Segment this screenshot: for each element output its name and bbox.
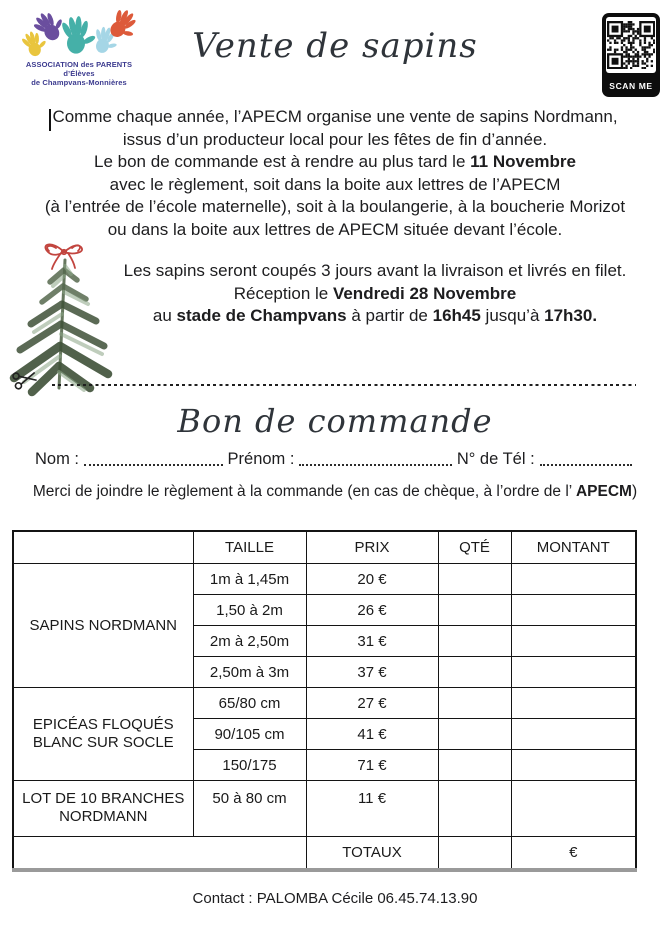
delivery-line: Les sapins seront coupés 3 jours avant la livraison et livrés en filet.: [123, 261, 627, 280]
nom-field[interactable]: [84, 463, 223, 466]
prix-cell: 26 €: [306, 595, 438, 626]
taille-header: TAILLE: [193, 531, 306, 564]
montant-header: MONTANT: [511, 531, 636, 564]
prix-cell: 20 €: [306, 564, 438, 595]
amount-cell[interactable]: [511, 626, 636, 657]
prix-cell: 41 €: [306, 719, 438, 750]
taille-cell: 1,50 à 2m: [193, 595, 306, 626]
order-table: [12, 530, 637, 872]
qr-code-icon: [607, 21, 655, 69]
totals-spacer-cell: [13, 837, 306, 871]
table-row: [13, 781, 636, 837]
amount-cell[interactable]: [511, 564, 636, 595]
totals-qty-cell[interactable]: [438, 837, 511, 871]
delivery-date: Vendredi 28 Novembre: [332, 283, 517, 303]
amount-cell[interactable]: [511, 657, 636, 688]
intro-line: Comme chaque année, l’APECM organise une vente de sapins Nordmann,: [52, 107, 618, 126]
qty-cell[interactable]: [438, 688, 511, 719]
totals-row: [13, 837, 636, 871]
page-title: Vente de sapins: [192, 26, 478, 66]
prenom-label: Prénom :: [227, 450, 295, 468]
qty-cell[interactable]: [438, 719, 511, 750]
tel-label: N° de Tél :: [456, 450, 535, 468]
prenom-field[interactable]: [299, 463, 451, 466]
qte-header: QTÉ: [438, 531, 511, 564]
taille-cell: 65/80 cm: [193, 688, 306, 719]
taille-cell: 150/175: [193, 750, 306, 781]
association-name-line2: de Champvans-Monnières: [31, 78, 127, 87]
qty-cell[interactable]: [438, 657, 511, 688]
amount-cell[interactable]: [511, 750, 636, 781]
identity-fields-row: [35, 450, 637, 470]
qty-cell[interactable]: [438, 564, 511, 595]
product-header-cell: [13, 531, 193, 564]
deadline-date: 11 Novembre: [470, 152, 576, 172]
delivery-paragraph: [95, 260, 655, 328]
qty-cell[interactable]: [438, 595, 511, 626]
order-form-title: Bon de commande: [177, 402, 493, 440]
cut-here-dashed-line: [52, 384, 636, 386]
product-group-label: EPICÉAS FLOQUÉS BLANC SUR SOCLE: [13, 688, 193, 781]
totals-amount-cell[interactable]: €: [511, 837, 636, 871]
taille-cell: 50 à 80 cm: [193, 781, 306, 837]
intro-line: Le bon de commande est à rendre au plus tard le 11 Novembre: [94, 152, 576, 172]
delivery-place: stade de Champvans: [176, 306, 347, 326]
intro-line: issus d’un producteur local pour les fêtes de fin d’année.: [122, 129, 548, 149]
product-group-label: LOT DE 10 BRANCHES NORDMANN: [13, 781, 193, 837]
qty-cell[interactable]: [438, 781, 511, 837]
amount-cell[interactable]: [511, 781, 636, 837]
taille-cell: 2,50m à 3m: [193, 657, 306, 688]
taille-cell: 90/105 cm: [193, 719, 306, 750]
amount-cell[interactable]: [511, 719, 636, 750]
taille-cell: 1m à 1,45m: [193, 564, 306, 595]
prix-cell: 31 €: [306, 626, 438, 657]
prix-cell: 27 €: [306, 688, 438, 719]
prix-cell: 11 €: [306, 781, 438, 837]
taille-cell: 2m à 2,50m: [193, 626, 306, 657]
association-acronym: APECM: [575, 483, 632, 500]
prix-cell: 37 €: [306, 657, 438, 688]
intro-line: (à l’entrée de l’école maternelle), soit à la boulangerie, à la boucherie Morizot: [44, 197, 626, 217]
tel-field[interactable]: [540, 463, 632, 466]
nom-label: Nom :: [35, 450, 80, 468]
table-row: [13, 688, 636, 719]
totals-label: TOTAUX: [306, 837, 438, 871]
product-group-label: SAPINS NORDMANN: [13, 564, 193, 688]
amount-cell[interactable]: [511, 688, 636, 719]
delivery-line: au stade de Champvans à partir de 16h45 jusqu’à 17h30.: [152, 306, 598, 326]
prix-header: PRIX: [306, 531, 438, 564]
prix-cell: 71 €: [306, 750, 438, 781]
intro-line: avec le règlement, soit dans la boite aux lettres de l’APECM: [109, 174, 561, 194]
delivery-line: Réception le Vendredi 28 Novembre: [233, 283, 517, 303]
association-name-line1: ASSOCIATION des PARENTS d’Élèves: [25, 60, 133, 78]
qr-badge: [602, 13, 660, 97]
qr-code: [606, 17, 656, 73]
delivery-end-time: 17h30.: [544, 306, 598, 326]
intro-line: ou dans la boite aux lettres de APECM située devant l’école.: [107, 219, 563, 239]
table-row: [13, 564, 636, 595]
amount-cell[interactable]: [511, 595, 636, 626]
delivery-start-time: 16h45: [432, 306, 481, 326]
qty-cell[interactable]: [438, 626, 511, 657]
qr-label: SCAN ME: [609, 81, 653, 91]
qty-cell[interactable]: [438, 750, 511, 781]
contact-line: Contact : PALOMBA Cécile 06.45.74.13.90: [192, 890, 478, 907]
intro-paragraph: [0, 106, 670, 242]
payment-note: Merci de joindre le règlement à la commande (en cas de chèque, à l’ordre de l’ APECM): [32, 483, 638, 500]
table-header-row: [13, 531, 636, 564]
